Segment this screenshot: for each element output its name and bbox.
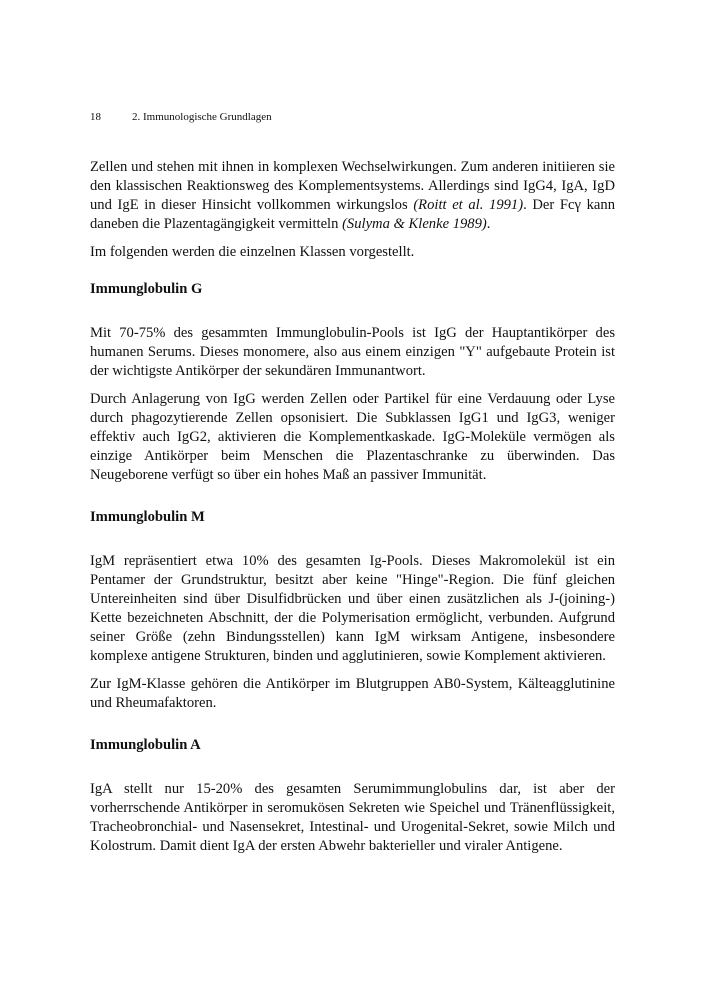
running-header <box>90 111 272 124</box>
paragraph-igg-2: Durch Anlagerung von IgG werden Zellen oder Partikel für eine Verdauung oder Lyse durch phagozytierende Zellen opsonisiert. Die Subklassen IgG1 und IgG3, weniger effektiv auch IgG2, aktivieren die Komplementkaskade. IgG-Moleküle vermögen als einzige Antikörper beim Menschen die Plazentaschranke zu überwinden. Das Neugeborene verfügt so über ein hohes Maß an passiver Immunität. <box>90 391 615 483</box>
paragraph-intro <box>90 158 615 234</box>
paragraph-iga-1: IgA stellt nur 15-20% des gesamten Serumimmunglobulins dar, ist aber der vorherrschende Antikörper in seromukösen Sekreten wie Speichel und Tränenflüssigkeit, Tracheobronchial- und Nasensekret, Intestinal- und Urogenital-Sekret, sowie Milch und Kolostrum. Damit dient IgA der ersten Abwehr bakterieller und viraler Antigene. <box>90 781 615 854</box>
paragraph-igg-1: Mit 70-75% des gesammten Immunglobulin-Pools ist IgG der Hauptantikörper des humanen Serums. Dieses monomere, also aus einem einzigen "Y" aufgebaute Protein ist der wichtigste Antikörper der sekundären Immunantwort. <box>90 325 615 379</box>
body-text <box>90 158 615 865</box>
citation-sulyma: (Sulyma & Klenke 1989) <box>342 216 487 232</box>
text-run: . Der Fcγ kann daneben die Plazentagängigkeit vermitteln <box>90 197 615 232</box>
chapter-title: 2. Immunologische Grundlagen <box>132 111 272 123</box>
text-run: Zellen und stehen mit ihnen in komplexen Wechselwirkungen. Zum anderen initiieren sie den klassischen Reaktionsweg des Komplementsystems. Allerdings sind IgG4, IgA, IgD und IgE in dieser Hinsicht vollkommen wirkungslos <box>90 159 615 213</box>
paragraph-overview: Im folgenden werden die einzelnen Klassen vorgestellt. <box>90 244 415 260</box>
text-run: . <box>486 216 491 232</box>
heading-immunglobulin-g: Immunglobulin G <box>90 281 203 297</box>
citation-roitt: (Roitt et al. 1991) <box>413 197 524 213</box>
heading-immunglobulin-m: Immunglobulin M <box>90 509 205 525</box>
heading-immunglobulin-a: Immunglobulin A <box>90 737 201 753</box>
paragraph-igm-1: IgM repräsentiert etwa 10% des gesamten Ig-Pools. Dieses Makromolekül ist ein Pentamer der Grundstruktur, besitzt aber keine "Hinge"-Region. Die fünf gleichen Untereinheiten sind über Disulfidbrücken und über einen zusätzlichen als J-(joining-) Kette bezeichneten Abschnitt, der die Polymerisation ermöglicht, verbunden. Aufgrund seiner Größe (zehn Bindungsstellen) kann IgM wirksam Antigene, insbesondere komplexe antigene Strukturen, binden und agglutinieren, sowie Komplement aktivieren. <box>90 553 615 664</box>
page-number: 18 <box>90 111 101 123</box>
paragraph-igm-2: Zur IgM-Klasse gehören die Antikörper im Blutgruppen AB0-System, Kälteagglutinine und Rheumafaktoren. <box>90 676 615 711</box>
